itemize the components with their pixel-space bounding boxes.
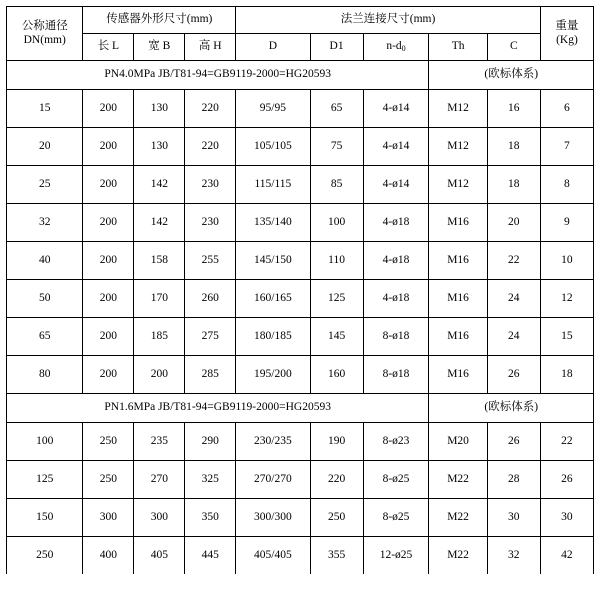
header-col-d1: D1 — [310, 34, 363, 61]
cell-l: 200 — [83, 242, 134, 280]
cell-b: 185 — [134, 318, 185, 356]
cell-d: 270/270 — [236, 461, 310, 499]
cell-b: 405 — [134, 537, 185, 575]
header-weight-line1: 重量 — [555, 20, 579, 33]
cell-dn: 50 — [7, 280, 83, 318]
cell-c: 18 — [487, 128, 540, 166]
cell-l: 200 — [83, 204, 134, 242]
specification-table — [6, 6, 594, 574]
cell-th: M22 — [429, 537, 487, 575]
cell-h: 350 — [185, 499, 236, 537]
cell-ndo: 8-ø25 — [363, 499, 429, 537]
table-row — [7, 318, 594, 356]
cell-l: 250 — [83, 423, 134, 461]
cell-b: 270 — [134, 461, 185, 499]
cell-kg: 9 — [540, 204, 593, 242]
cell-b: 158 — [134, 242, 185, 280]
cell-c: 28 — [487, 461, 540, 499]
cell-dn: 25 — [7, 166, 83, 204]
cell-b: 142 — [134, 204, 185, 242]
cell-d: 115/115 — [236, 166, 310, 204]
cell-c: 24 — [487, 280, 540, 318]
cell-l: 400 — [83, 537, 134, 575]
cell-h: 230 — [185, 204, 236, 242]
header-col-c: C — [487, 34, 540, 61]
cell-d1: 220 — [310, 461, 363, 499]
cell-l: 200 — [83, 128, 134, 166]
table-row — [7, 242, 594, 280]
header-dn — [7, 7, 83, 61]
group-label-1: PN1.6MPa JB/T81-94=GB9119-2000=HG20593 — [7, 394, 429, 423]
cell-d: 95/95 — [236, 90, 310, 128]
group-header-row — [7, 394, 594, 423]
table-row — [7, 128, 594, 166]
cell-h: 260 — [185, 280, 236, 318]
table-row — [7, 204, 594, 242]
cell-ndo: 8-ø25 — [363, 461, 429, 499]
cell-l: 200 — [83, 90, 134, 128]
cell-ndo: 12-ø25 — [363, 537, 429, 575]
cell-c: 18 — [487, 166, 540, 204]
cell-l: 300 — [83, 499, 134, 537]
header-dn-line1: 公称通径 — [21, 20, 68, 33]
cell-th: M22 — [429, 461, 487, 499]
cell-th: M16 — [429, 280, 487, 318]
table-row — [7, 499, 594, 537]
cell-th: M12 — [429, 90, 487, 128]
cell-ndo: 8-ø18 — [363, 356, 429, 394]
cell-h: 275 — [185, 318, 236, 356]
cell-c: 26 — [487, 423, 540, 461]
cell-dn: 20 — [7, 128, 83, 166]
cell-kg: 7 — [540, 128, 593, 166]
cell-dn: 125 — [7, 461, 83, 499]
cell-dn: 15 — [7, 90, 83, 128]
cell-ndo: 8-ø23 — [363, 423, 429, 461]
cell-ndo: 4-ø18 — [363, 280, 429, 318]
cell-d1: 85 — [310, 166, 363, 204]
cell-h: 325 — [185, 461, 236, 499]
header-weight — [540, 7, 593, 61]
cell-c: 22 — [487, 242, 540, 280]
cell-b: 300 — [134, 499, 185, 537]
cell-d: 405/405 — [236, 537, 310, 575]
cell-c: 16 — [487, 90, 540, 128]
header-col-d: D — [236, 34, 310, 61]
cell-b: 142 — [134, 166, 185, 204]
cell-l: 200 — [83, 318, 134, 356]
cell-d1: 110 — [310, 242, 363, 280]
cell-d1: 125 — [310, 280, 363, 318]
cell-kg: 6 — [540, 90, 593, 128]
cell-b: 130 — [134, 90, 185, 128]
cell-ndo: 4-ø14 — [363, 166, 429, 204]
header-group-sensor: 传感器外形尺寸(mm) — [83, 7, 236, 34]
cell-d: 195/200 — [236, 356, 310, 394]
cell-h: 290 — [185, 423, 236, 461]
cell-th: M12 — [429, 128, 487, 166]
cell-d: 180/185 — [236, 318, 310, 356]
table-row — [7, 423, 594, 461]
cell-l: 200 — [83, 166, 134, 204]
cell-l: 200 — [83, 280, 134, 318]
header-group-flange: 法兰连接尺寸(mm) — [236, 7, 541, 34]
cell-b: 130 — [134, 128, 185, 166]
cell-d: 105/105 — [236, 128, 310, 166]
table-row — [7, 356, 594, 394]
cell-d: 300/300 — [236, 499, 310, 537]
header-col-ndo-sub: 0 — [401, 44, 406, 54]
cell-d: 160/165 — [236, 280, 310, 318]
cell-kg: 42 — [540, 537, 593, 575]
cell-kg: 8 — [540, 166, 593, 204]
cell-dn: 40 — [7, 242, 83, 280]
cell-l: 250 — [83, 461, 134, 499]
cell-kg: 26 — [540, 461, 593, 499]
group-label-0: PN4.0MPa JB/T81-94=GB9119-2000=HG20593 — [7, 61, 429, 90]
header-col-height: 高 H — [185, 34, 236, 61]
cell-h: 220 — [185, 90, 236, 128]
cell-th: M16 — [429, 318, 487, 356]
cell-d1: 355 — [310, 537, 363, 575]
cell-c: 24 — [487, 318, 540, 356]
cell-d: 230/235 — [236, 423, 310, 461]
cell-kg: 12 — [540, 280, 593, 318]
cell-ndo: 4-ø18 — [363, 242, 429, 280]
cell-kg: 18 — [540, 356, 593, 394]
cell-l: 200 — [83, 356, 134, 394]
cell-c: 30 — [487, 499, 540, 537]
table-header-row-top — [7, 7, 594, 34]
cell-b: 200 — [134, 356, 185, 394]
header-col-th: Th — [429, 34, 487, 61]
table-row — [7, 280, 594, 318]
cell-dn: 32 — [7, 204, 83, 242]
cell-th: M16 — [429, 204, 487, 242]
cell-dn: 250 — [7, 537, 83, 575]
cell-ndo: 4-ø14 — [363, 90, 429, 128]
table-row — [7, 166, 594, 204]
cell-d: 145/150 — [236, 242, 310, 280]
table-row — [7, 537, 594, 575]
cell-ndo: 8-ø18 — [363, 318, 429, 356]
cell-b: 235 — [134, 423, 185, 461]
group-header-row — [7, 61, 594, 90]
cell-th: M20 — [429, 423, 487, 461]
cell-d1: 160 — [310, 356, 363, 394]
cell-th: M22 — [429, 499, 487, 537]
cell-d1: 100 — [310, 204, 363, 242]
cell-ndo: 4-ø14 — [363, 128, 429, 166]
cell-d1: 65 — [310, 90, 363, 128]
cell-h: 255 — [185, 242, 236, 280]
cell-kg: 22 — [540, 423, 593, 461]
cell-th: M16 — [429, 242, 487, 280]
cell-dn: 100 — [7, 423, 83, 461]
cell-h: 445 — [185, 537, 236, 575]
table-row — [7, 90, 594, 128]
cell-d1: 145 — [310, 318, 363, 356]
table-header-row-sub — [7, 34, 594, 61]
table-row — [7, 461, 594, 499]
cell-c: 20 — [487, 204, 540, 242]
group-note-0: (欧标体系) — [429, 61, 594, 90]
cell-c: 26 — [487, 356, 540, 394]
cell-c: 32 — [487, 537, 540, 575]
cell-b: 170 — [134, 280, 185, 318]
cell-kg: 15 — [540, 318, 593, 356]
header-col-width: 宽 B — [134, 34, 185, 61]
cell-d: 135/140 — [236, 204, 310, 242]
group-note-1: (欧标体系) — [429, 394, 594, 423]
cell-ndo: 4-ø18 — [363, 204, 429, 242]
cell-kg: 30 — [540, 499, 593, 537]
cell-kg: 10 — [540, 242, 593, 280]
cell-h: 230 — [185, 166, 236, 204]
header-col-length: 长 L — [83, 34, 134, 61]
header-col-ndo-text: n-d — [386, 40, 402, 53]
header-dn-line2: DN(mm) — [23, 33, 66, 46]
cell-th: M12 — [429, 166, 487, 204]
cell-dn: 150 — [7, 499, 83, 537]
header-weight-line2: (Kg) — [556, 33, 578, 46]
cell-d1: 75 — [310, 128, 363, 166]
cell-d1: 250 — [310, 499, 363, 537]
cell-h: 285 — [185, 356, 236, 394]
header-col-ndo — [363, 34, 429, 61]
cell-h: 220 — [185, 128, 236, 166]
cell-dn: 80 — [7, 356, 83, 394]
cell-dn: 65 — [7, 318, 83, 356]
cell-th: M16 — [429, 356, 487, 394]
cell-d1: 190 — [310, 423, 363, 461]
